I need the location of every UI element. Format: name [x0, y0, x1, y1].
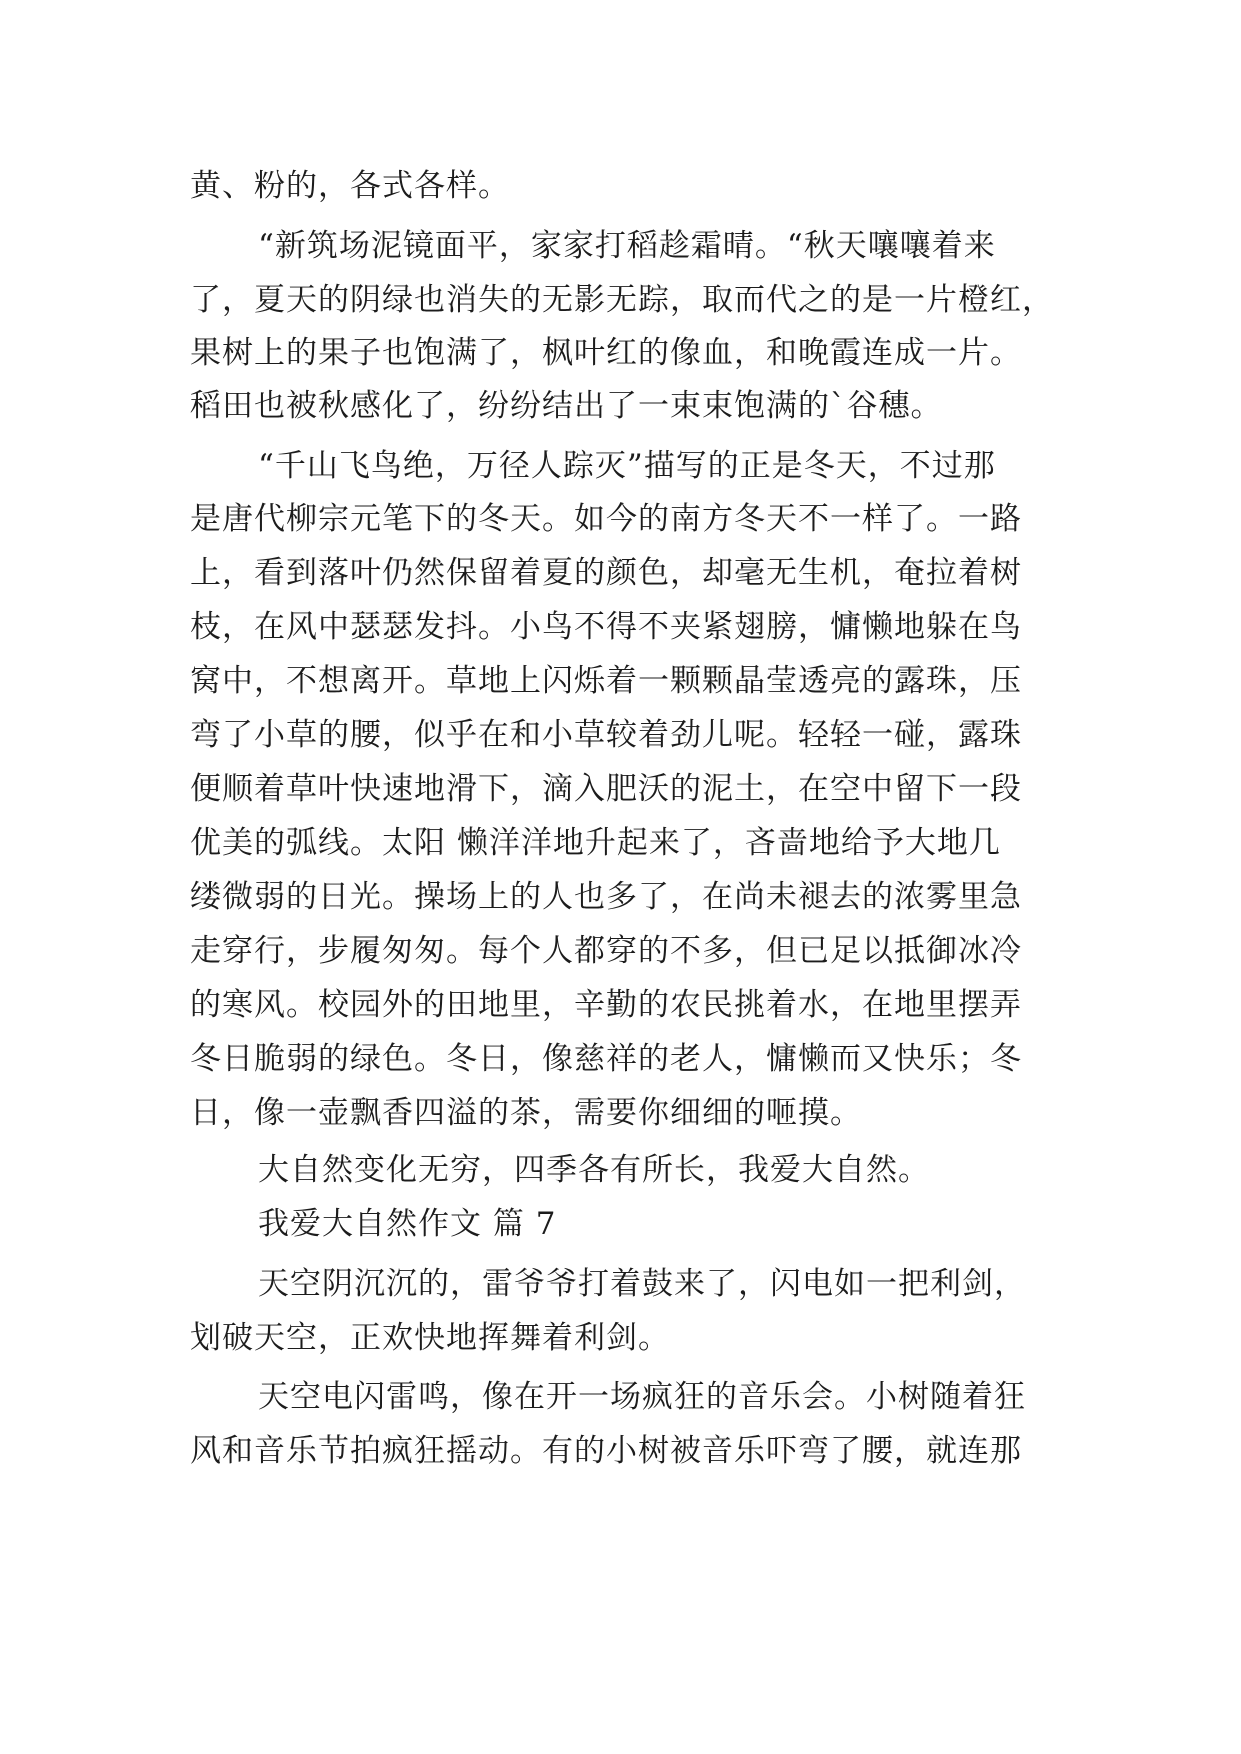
text-line: “千山飞鸟绝，万径人踪灭”描写的正是冬天，不过那 [258, 448, 996, 484]
text-line: 日，像一壶飘香四溢的茶，需要你细细的咂摸。 [190, 1095, 862, 1131]
text-line: 天空阴沉沉的，雷爷爷打着鼓来了，闪电如一把利剑， [258, 1266, 1026, 1302]
text-line: 风和音乐节拍疯狂摇动。有的小树被音乐吓弯了腰，就连那 [190, 1433, 1022, 1469]
text-line: 窝中，不想离开。草地上闪烁着一颗颗晶莹透亮的露珠，压 [190, 663, 1022, 699]
text-line: 枝，在风中瑟瑟发抖。小鸟不得不夹紧翅膀，慵懒地躲在鸟 [190, 609, 1022, 645]
text-line: 稻田也被秋感化了，纷纷结出了一束束饱满的`谷穗。 [190, 388, 943, 424]
text-line: “新筑场泥镜面平，家家打稻趁霜晴。“秋天嚷嚷着来 [258, 228, 996, 264]
text-line: 的寒风。校园外的田地里，辛勤的农民挑着水，在地里摆弄 [190, 987, 1022, 1023]
text-line: 优美的弧线。太阳 懒洋洋地升起来了，吝啬地给予大地几 [190, 825, 1001, 861]
text-line: 上，看到落叶仍然保留着夏的颜色，却毫无生机，奄拉着树 [190, 555, 1022, 591]
text-line: 划破天空，正欢快地挥舞着利剑。 [190, 1320, 670, 1356]
text-line: 便顺着草叶快速地滑下，滴入肥沃的泥土，在空中留下一段 [190, 771, 1022, 807]
text-line: 走穿行，步履匆匆。每个人都穿的不多，但已足以抵御冰冷 [190, 933, 1022, 969]
text-line: 果树上的果子也饱满了，枫叶红的像血，和晚霞连成一片。 [190, 335, 1022, 371]
section-heading: 我爱大自然作文 篇 7 [258, 1206, 557, 1242]
text-line: 黄、粉的，各式各样。 [190, 168, 510, 204]
text-line: 了，夏天的阴绿也消失的无影无踪，取而代之的是一片橙红， [190, 282, 1054, 318]
text-line: 缕微弱的日光。操场上的人也多了，在尚未褪去的浓雾里急 [190, 879, 1022, 915]
text-line: 是唐代柳宗元笔下的冬天。如今的南方冬天不一样了。一路 [190, 501, 1022, 537]
text-line: 冬日脆弱的绿色。冬日，像慈祥的老人，慵懒而又快乐；冬 [190, 1041, 1022, 1077]
text-line: 弯了小草的腰，似乎在和小草较着劲儿呢。轻轻一碰，露珠 [190, 717, 1022, 753]
text-line: 天空电闪雷鸣，像在开一场疯狂的音乐会。小树随着狂 [258, 1379, 1026, 1415]
text-line: 大自然变化无穷，四季各有所长，我爱大自然。 [258, 1152, 930, 1188]
